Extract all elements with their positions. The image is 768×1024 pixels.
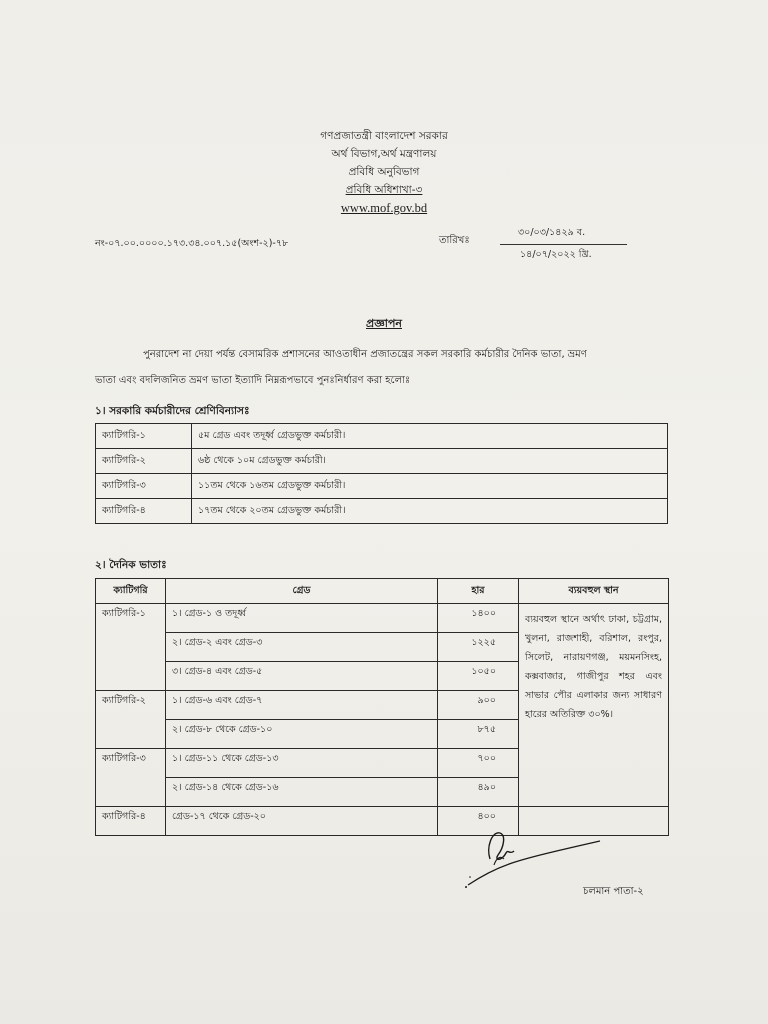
rate-cell: ৯০০	[438, 691, 519, 720]
grade-cell: ২। গ্রেড-৮ থেকে গ্রেড-১০	[166, 720, 438, 749]
section-1-heading: ১। সরকারি কর্মচারীদের শ্রেণিবিন্যাসঃ	[95, 405, 250, 417]
description-cell: ১৭তম থেকে ২০তম গ্রেডভুক্ত কর্মচারী।	[192, 499, 668, 524]
date-label: তারিখঃ	[439, 235, 470, 246]
grade-cell: ১। গ্রেড-৬ এবং গ্রেড-৭	[166, 691, 438, 720]
letterhead	[0, 127, 768, 217]
rate-cell: ৪৯০	[438, 778, 519, 807]
table-header-row	[96, 579, 669, 604]
table-row	[96, 604, 669, 633]
category-table	[95, 423, 668, 524]
rate-cell: ৮৭৫	[438, 720, 519, 749]
grade-cell: ১। গ্রেড-১১ থেকে গ্রেড-১৩	[166, 749, 438, 778]
daily-allowance-table	[95, 578, 669, 836]
rate-cell: ১৪০০	[438, 604, 519, 633]
table-row	[96, 449, 668, 474]
date-gregorian: ১৪/০৭/২০২২ খ্রি.	[520, 249, 592, 260]
branch-name: প্রবিধি অধিশাখা-৩	[345, 184, 423, 196]
rate-cell: ৪০০	[438, 807, 519, 836]
category-cell: ক্যাটিগরি-১	[96, 424, 192, 449]
grade-cell: ২। গ্রেড-১৪ থেকে গ্রেড-১৬	[166, 778, 438, 807]
grade-cell: ২। গ্রেড-২ এবং গ্রেড-৩	[166, 633, 438, 662]
category-cell: ক্যাটিগরি-২	[96, 691, 166, 749]
rate-cell: ১০৫০	[438, 662, 519, 691]
wing-name: প্রবিধি অনুবিভাগ	[348, 166, 420, 178]
expensive-place-note: ব্যয়বহুল স্থানে অর্থাৎ ঢাকা, চট্টগ্রাম, খুলনা, রাজশাহী, বরিশাল, রংপুর, সিলেট, নারায়ণগঞ্জ, ময়মনসিংহ, কক্সবাজার, গাজীপুর শহর এবং সাভার পৌর এলাকার জন্য সাধারণ হারের অতিরিক্ত ৩০%।	[519, 604, 669, 807]
continuation-note: চলমান পাতা-২	[583, 886, 644, 897]
description-cell: ৬ষ্ঠ থেকে ১০ম গ্রেডভুক্ত কর্মচারী।	[192, 449, 668, 474]
government-name: গণপ্রজাতন্ত্রী বাংলাদেশ সরকার	[320, 130, 448, 142]
column-header-category: ক্যাটিগরি	[96, 579, 166, 604]
memo-number: নং-০৭.০০.০০০০.১৭৩.৩৪.০০৭.১৫(অংশ-২)-৭৮	[95, 238, 289, 249]
column-header-grade: গ্রেড	[166, 579, 438, 604]
table-row	[96, 424, 668, 449]
website-link[interactable]: www.mof.gov.bd	[340, 201, 428, 215]
category-cell: ক্যাটিগরি-৩	[96, 474, 192, 499]
intro-line-1: পুনরাদেশ না দেয়া পর্যন্ত বেসামরিক প্রশাসনের আওতাধীন প্রজাতন্ত্রের সকল সরকারি কর্মচারীর দৈনিক ভাতা, ভ্রমণ	[143, 349, 587, 360]
description-cell: ৫ম গ্রেড এবং তদূর্ধ্ব গ্রেডভুক্ত কর্মচারী।	[192, 424, 668, 449]
rate-cell: ১২২৫	[438, 633, 519, 662]
grade-cell: গ্রেড-১৭ থেকে গ্রেড-২০	[166, 807, 438, 836]
date-bangla: ৩০/০৩/১৪২৯ ব.	[500, 226, 627, 245]
column-header-expensive-place: ব্যয়বহুল স্থান	[519, 579, 669, 604]
category-cell: ক্যাটিগরি-৪	[96, 499, 192, 524]
notice-title: প্রজ্ঞাপন	[366, 317, 402, 330]
column-header-rate: হার	[438, 579, 519, 604]
date-block	[500, 226, 627, 263]
rate-cell: ৭০০	[438, 749, 519, 778]
section-2-heading: ২। দৈনিক ভাতাঃ	[95, 559, 167, 571]
intro-line-2: ভাতা এবং বদলিজনিত ভ্রমণ ভাতা ইত্যাদি নিম্নরূপভাবে পুনঃনির্ধারণ করা হলোঃ	[95, 375, 411, 386]
category-cell: ক্যাটিগরি-১	[96, 604, 166, 691]
category-cell: ক্যাটিগরি-৪	[96, 807, 166, 836]
table-row	[96, 474, 668, 499]
category-cell: ক্যাটিগরি-২	[96, 449, 192, 474]
grade-cell: ১। গ্রেড-১ ও তদূর্ধ্ব	[166, 604, 438, 633]
ministry-name: অর্থ বিভাগ,অর্থ মন্ত্রণালয়	[331, 148, 437, 160]
grade-cell: ৩। গ্রেড-৪ এবং গ্রেড-৫	[166, 662, 438, 691]
category-cell: ক্যাটিগরি-৩	[96, 749, 166, 807]
intro-paragraph	[95, 342, 675, 394]
description-cell: ১১তম থেকে ১৬তম গ্রেডভুক্ত কর্মচারী।	[192, 474, 668, 499]
table-row	[96, 499, 668, 524]
